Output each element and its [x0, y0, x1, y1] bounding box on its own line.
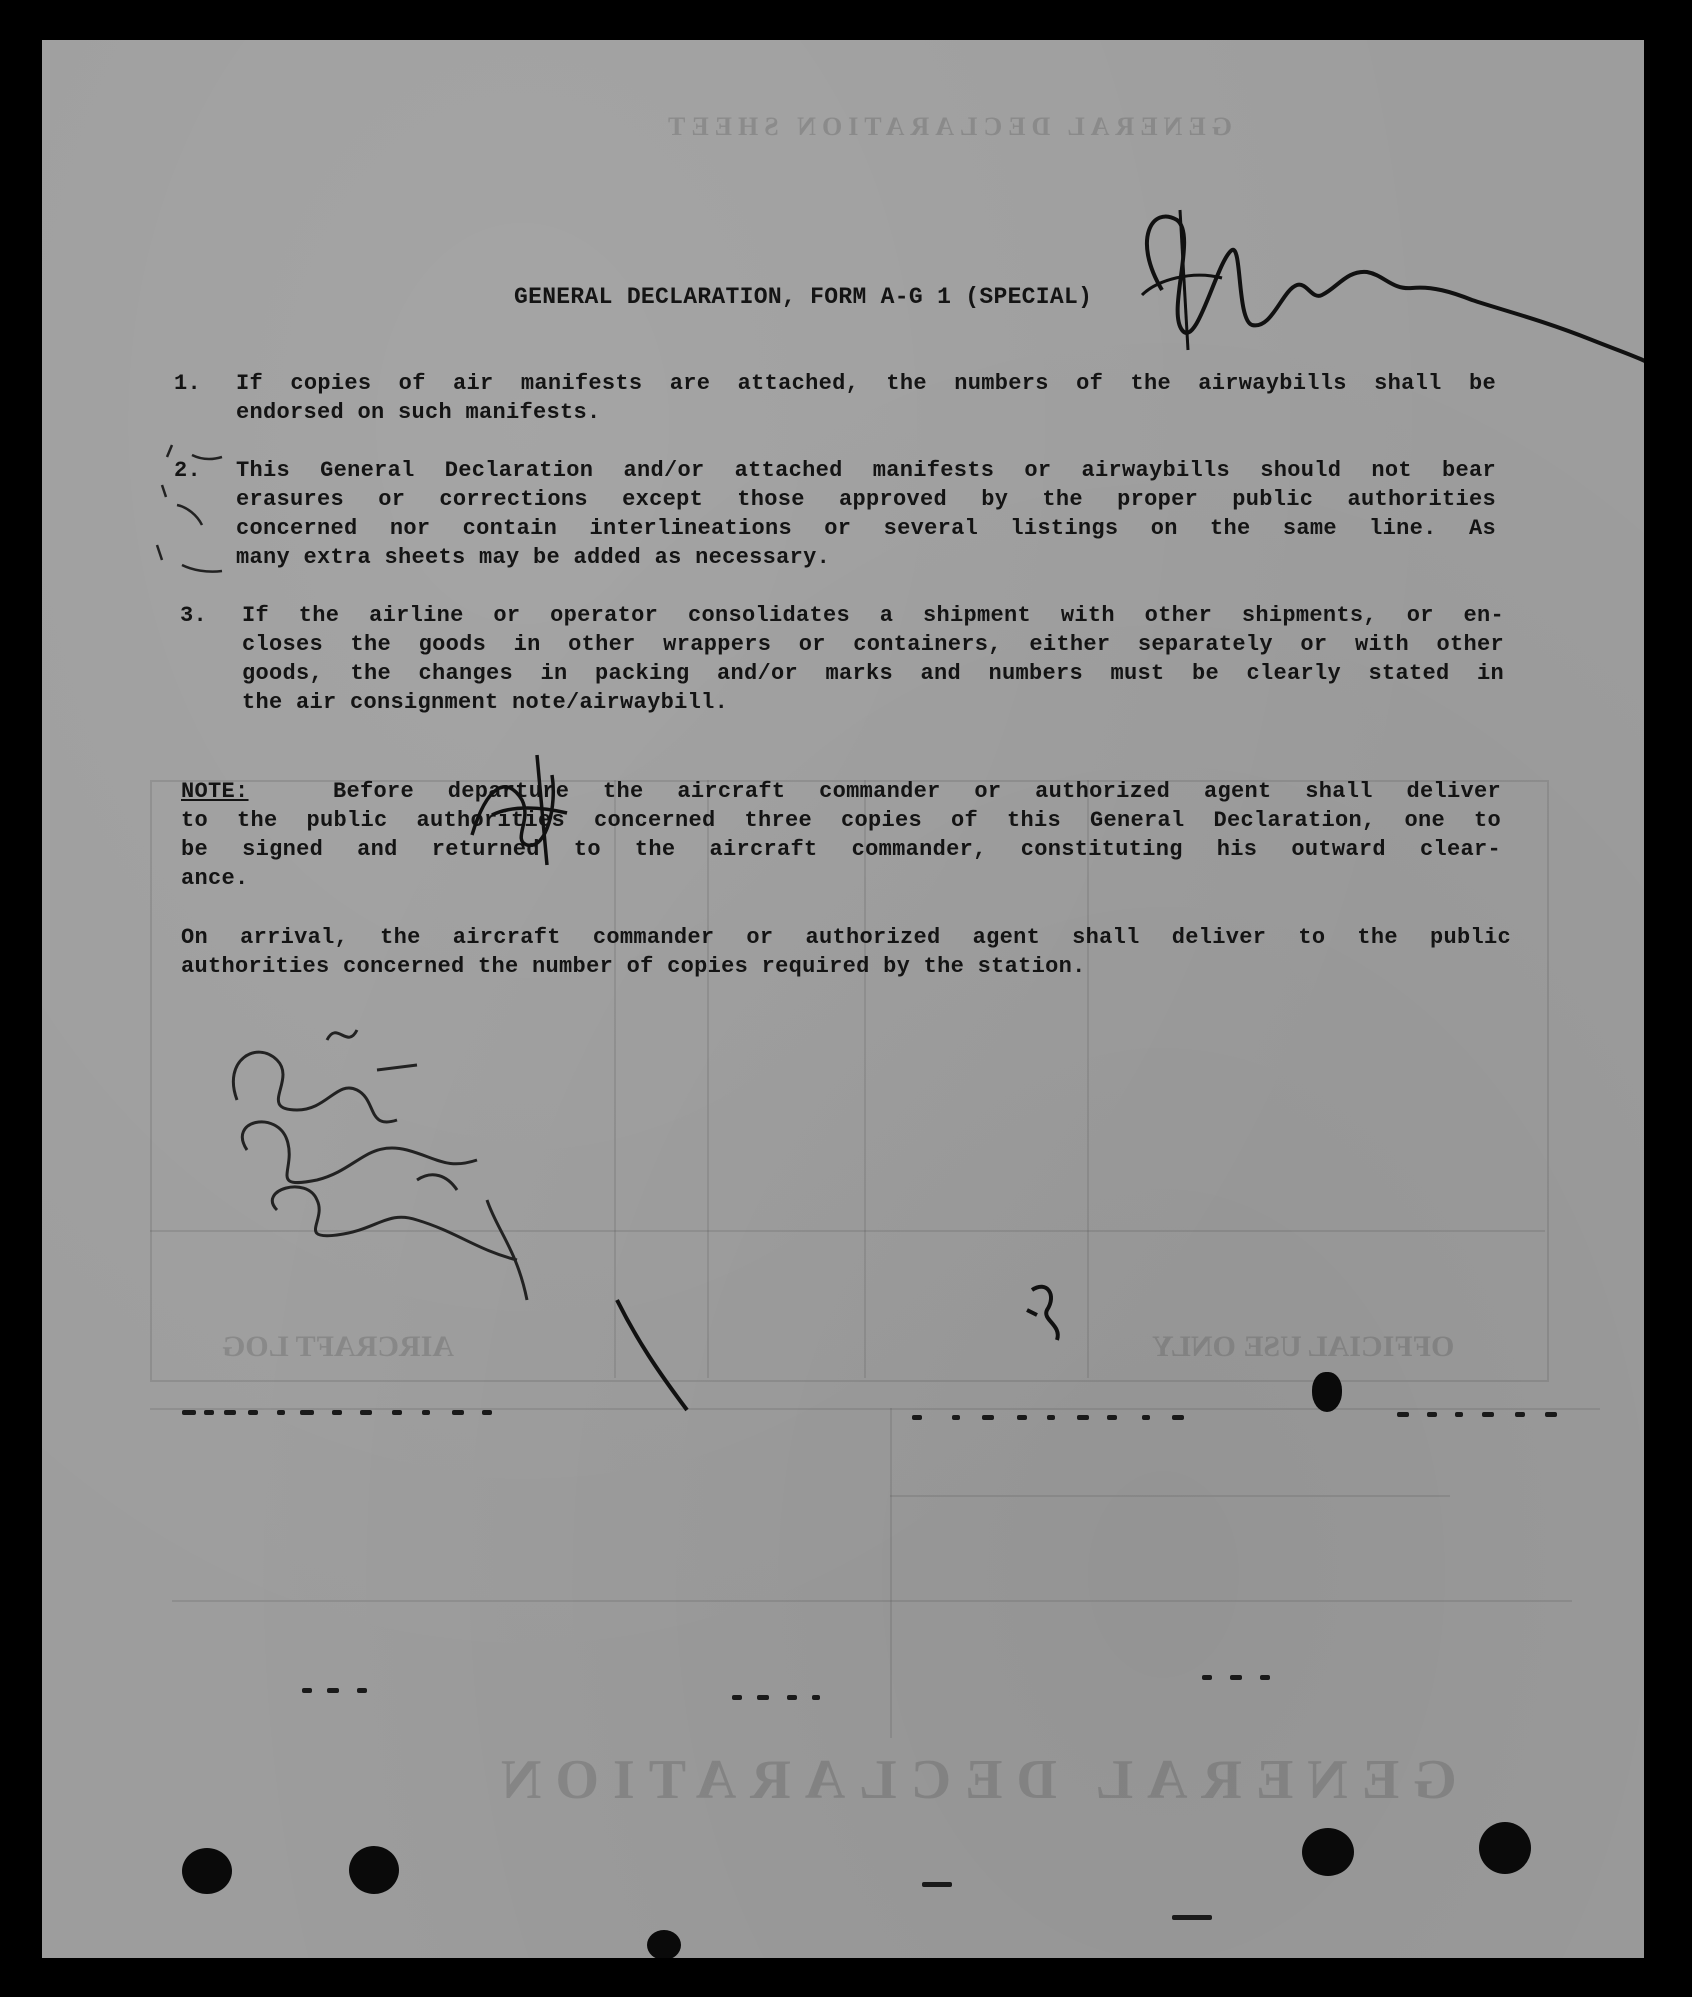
item-number: 3. [180, 603, 208, 628]
note-label: NOTE: [181, 779, 249, 804]
handwritten-annotation [217, 1000, 737, 1420]
punch-hole [1302, 1828, 1354, 1876]
punch-hole [1479, 1822, 1531, 1874]
item-line: concerned nor contain interlineations or several listings on the same line. As [236, 516, 1496, 541]
bleed-through-heading: OFFICIAL USE ONLY [1152, 1330, 1455, 1363]
note-line: to the public authorities concerned three copies of this General Declaration, one to [181, 808, 1501, 833]
note-line: ance. [181, 866, 249, 891]
perforation-row [302, 1688, 402, 1696]
punch-hole [1312, 1372, 1342, 1412]
perforation-row [1172, 1915, 1262, 1923]
item-line: goods, the changes in packing and/or marks and numbers must be clearly stated in [242, 661, 1504, 686]
bleed-through-rule [890, 1495, 1450, 1497]
handwritten-initials [452, 745, 582, 875]
arrival-line: authorities concerned the number of copies required by the station. [181, 954, 1086, 979]
note-line: be signed and returned to the aircraft commander, constituting his outward clear- [181, 837, 1501, 862]
perforation-row [1202, 1675, 1322, 1683]
punch-hole [349, 1846, 399, 1894]
perforation-row [182, 1410, 562, 1418]
note-line: Before departure the aircraft commander or authorized agent shall deliver [333, 779, 1501, 804]
bleed-through-heading: AIRCRAFT LOG [222, 1330, 454, 1363]
bleed-through-heading: GENERAL DECLARATION [487, 1749, 1457, 1811]
perforation-row [922, 1882, 1012, 1890]
punch-hole [647, 1930, 681, 1958]
item-line: closes the goods in other wrappers or containers, either separately or with other [242, 632, 1504, 657]
punch-hole [182, 1848, 232, 1894]
item-line: If copies of air manifests are attached, the numbers of the airwaybills shall be [236, 371, 1496, 396]
stray-mark [1017, 1270, 1077, 1350]
arrival-line: On arrival, the aircraft commander or authorized agent shall deliver to the public [181, 925, 1511, 950]
perforation-row [1397, 1412, 1597, 1420]
bleed-through-rule [172, 1600, 1572, 1602]
item-line: many extra sheets may be added as necessary. [236, 545, 831, 570]
perforation-row [912, 1415, 1242, 1423]
item-number: 2. [174, 458, 202, 483]
item-number: 1. [174, 371, 202, 396]
item-line: the air consignment note/airwaybill. [242, 690, 729, 715]
document-page [42, 40, 1644, 1958]
bleed-through-heading: GENERAL DECLARATION SHEET [662, 112, 1232, 141]
handwritten-signature [1122, 200, 1644, 380]
item-line: erasures or corrections except those approved by the proper public authorities [236, 487, 1496, 512]
bleed-through-rule [890, 1408, 892, 1738]
margin-marks [132, 435, 232, 595]
item-line: endorsed on such manifests. [236, 400, 601, 425]
page-title: GENERAL DECLARATION, FORM A-G 1 (SPECIAL) [514, 284, 1093, 310]
item-line: This General Declaration and/or attached manifests or airwaybills should not bear [236, 458, 1496, 483]
item-line: If the airline or operator consolidates a shipment with other shipments, or en- [242, 603, 1504, 628]
perforation-row [732, 1695, 842, 1703]
